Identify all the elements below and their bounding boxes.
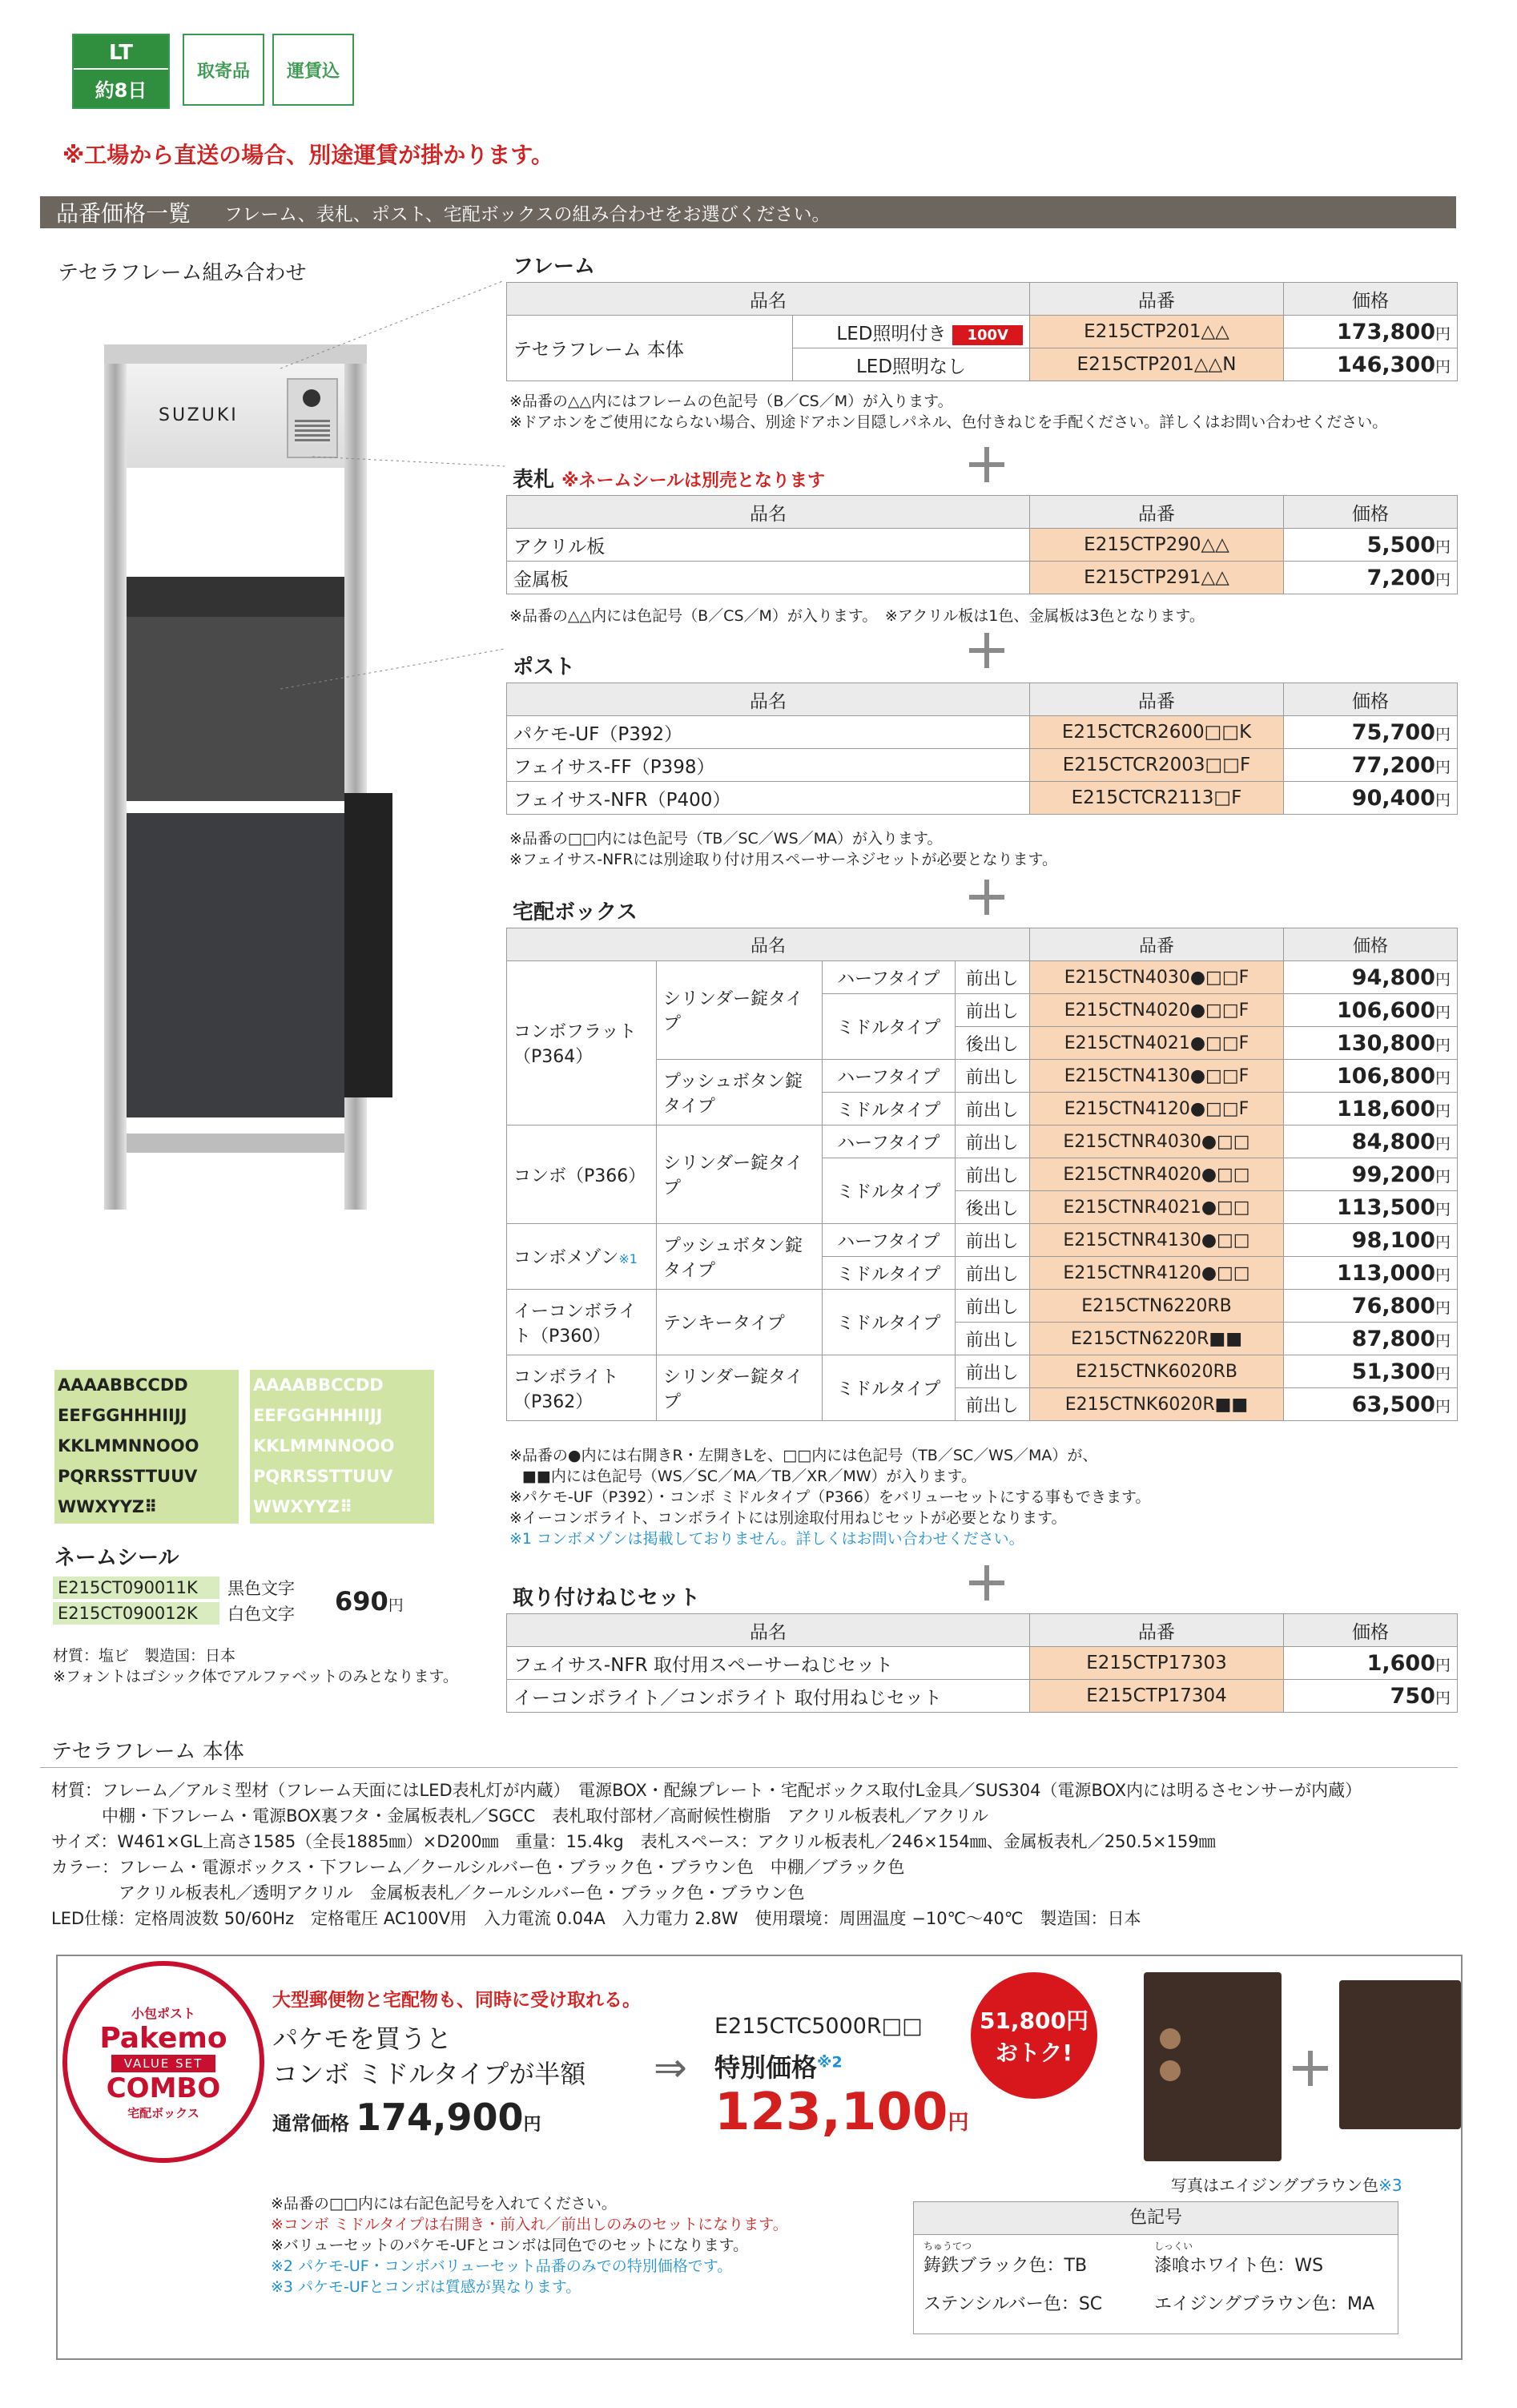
row-name: イーコンボライト／コンボライト 取付用ねじセット — [507, 1680, 1030, 1713]
direction: 前出し — [955, 1093, 1029, 1125]
direction: 前出し — [955, 1355, 1029, 1388]
color-code-table — [913, 2201, 1398, 2334]
row-code: E215CTNR4021●□□ — [1030, 1191, 1284, 1224]
row-code: E215CTN4030●□□F — [1030, 961, 1284, 994]
combo-product-image — [1339, 1980, 1461, 2129]
section-subtitle: フレーム、表札、ポスト、宅配ボックスの組み合わせをお選びください。 — [224, 203, 831, 225]
plate-title-text: 表札 — [513, 468, 555, 492]
group-label: コンボ（P366） — [507, 1125, 657, 1224]
yen-unit: 円 — [1435, 1036, 1451, 1054]
row-price: 5,500 — [1366, 532, 1435, 558]
post-table — [506, 683, 1458, 815]
header-code: 品番 — [1030, 283, 1284, 316]
letter-row: WWXYYZ⠿ — [58, 1497, 158, 1516]
plus-icon — [1293, 2051, 1328, 2086]
divider — [40, 1767, 1458, 1768]
size-type: ミドルタイプ — [823, 1093, 956, 1125]
letter-row: AAAABBCCDD — [58, 1375, 188, 1395]
row-code: E215CTP17303 — [1030, 1647, 1284, 1680]
lead-time-label: LT — [74, 41, 168, 70]
seal-note-1: 材質：塩ビ 製造国：日本 — [53, 1647, 236, 1665]
plate-note: ※品番の△△内には色記号（B／CS／M）が入ります。 ※アクリル板は1色、金属板は3色となります。 — [509, 607, 1205, 625]
post-note-1: ※品番の□□内には色記号（TB／SC／WS／MA）が入ります。 — [509, 830, 943, 848]
row-code: E215CTP291△△ — [1030, 562, 1284, 594]
row-price: 75,700 — [1351, 719, 1435, 745]
direction: 後出し — [955, 1027, 1029, 1060]
savings-text: おトク! — [995, 2040, 1073, 2066]
color-ma: エイジングブラウン色：MA — [1154, 2294, 1375, 2314]
direction: 前出し — [955, 1323, 1029, 1355]
letter-row: EEFGGHHHIIJJ — [58, 1406, 187, 1425]
box-note-3: ※パケモ-UF（P392）・コンボ ミドルタイプ（P366）をバリューセットにする事もできます。 — [509, 1488, 1151, 1506]
row-price: 98,100 — [1351, 1227, 1435, 1253]
row-price: 750 — [1390, 1683, 1435, 1709]
header-price: 価格 — [1284, 1614, 1458, 1647]
header-price: 価格 — [1284, 496, 1458, 529]
spec-line: サイズ：W461×GL上高さ1585（全長1885㎜）×D200㎜ 重量：15.4kg 表札スペース：アクリル板表札／246×154㎜、金属板表札／250.5×159㎜ — [51, 1832, 1216, 1851]
row-price: 1,600 — [1366, 1650, 1435, 1676]
header-name: 品名 — [507, 928, 1030, 961]
row-name: 金属板 — [507, 562, 1030, 594]
special-label-row — [714, 2048, 843, 2084]
combo-note-3: ※バリューセットのパケモ-UFとコンボは同色でのセットになります。 — [271, 2237, 749, 2254]
combo-headline: 大型郵便物と宅配物も、同時に受け取れる。 — [272, 1989, 641, 2011]
yen-unit: 円 — [1435, 1069, 1451, 1087]
size-type: ハーフタイプ — [823, 961, 956, 994]
plate-table — [506, 495, 1458, 594]
frame-note-2: ※ドアホンをご使用にならない場合、別途ドアホン目隠しパネル、色付きねじを手配ください。詳しくはお問い合わせください。 — [509, 413, 1388, 431]
row-price: 77,200 — [1351, 752, 1435, 778]
letter-row: PQRRSSTTUUV — [253, 1467, 393, 1486]
spec-line: LED仕様：定格周波数 50/60Hz 定格電圧 AC100V用 入力電流 0.04A 入力電力 2.8W 使用環境：周囲温度 −10℃〜40℃ 製造国：日本 — [51, 1909, 1141, 1928]
row-code: E215CTNR4030●□□ — [1030, 1125, 1284, 1158]
row-price: 118,600 — [1337, 1096, 1435, 1121]
lock-type: プッシュボタン錠タイプ — [657, 1224, 823, 1290]
lock-type: テンキータイプ — [657, 1290, 823, 1355]
lead-time-days: 約8日 — [95, 79, 147, 102]
yen-unit: 円 — [1435, 1331, 1451, 1350]
plus-icon — [969, 1565, 1004, 1601]
letter-row: EEFGGHHHIIJJ — [253, 1406, 383, 1425]
shipping-badge: 運賃込 — [272, 34, 354, 106]
direction: 後出し — [955, 1191, 1029, 1224]
row-name: フェイサス-NFR（P400） — [507, 782, 1030, 815]
color-code-title: 色記号 — [914, 2202, 1398, 2235]
frame-title: フレーム — [513, 255, 595, 279]
size-type: ハーフタイプ — [823, 1125, 956, 1158]
savings-price: 51,800円 — [979, 2007, 1089, 2034]
box-note-2: ■■内には色記号（WS／SC／MA／TB／XR／MW）が入ります。 — [522, 1468, 976, 1485]
group-label: イーコンボライト（P360） — [507, 1290, 657, 1355]
plus-icon — [969, 447, 1004, 482]
box-note-1: ※品番の●内には右開きR・左開きLを、□□内には色記号（TB／SC／WS／MA）が、 — [509, 1447, 1098, 1464]
lock-type: プッシュボタン錠タイプ — [657, 1060, 823, 1125]
row-code: E215CTN6220RB — [1030, 1290, 1284, 1323]
logo-pakemo: Pakemo — [99, 2021, 227, 2055]
post-title: ポスト — [513, 655, 576, 679]
letter-row: AAAABBCCDD — [253, 1375, 384, 1395]
letter-row: KKLMMNNOOO — [253, 1436, 395, 1456]
size-type: ハーフタイプ — [823, 1060, 956, 1093]
header-code: 品番 — [1030, 928, 1284, 961]
yen-unit: 円 — [1435, 970, 1451, 989]
row-price: 106,600 — [1337, 997, 1435, 1023]
row-name: パケモ-UF（P392） — [507, 716, 1030, 749]
plate-title — [513, 463, 825, 493]
ruby: ちゅうてつ — [923, 2241, 972, 2252]
frame-code-2: E215CTP201△△N — [1030, 348, 1284, 381]
value-set-box — [56, 1955, 1463, 2360]
nameplate-text: SUZUKI — [159, 405, 239, 425]
frame-table — [506, 282, 1458, 381]
lock-type: シリンダー錠タイプ — [657, 1355, 823, 1421]
logo-combo: COMBO — [106, 2072, 221, 2104]
yen-unit: 円 — [1435, 324, 1451, 343]
direction: 前出し — [955, 1125, 1029, 1158]
row-code: E215CTN4130●□□F — [1030, 1060, 1284, 1093]
box-table — [506, 928, 1458, 1421]
special-price-row — [714, 2083, 969, 2142]
direction: 前出し — [955, 994, 1029, 1027]
yen-unit: 円 — [1435, 1299, 1451, 1317]
frame-product: テセラフレーム 本体 — [507, 316, 793, 381]
table-row — [507, 716, 1458, 749]
row-code: E215CTNK6020RB — [1030, 1355, 1284, 1388]
group-label — [507, 1224, 657, 1290]
section-header — [40, 196, 1456, 228]
row-name: フェイサス-FF（P398） — [507, 749, 1030, 782]
direction: 前出し — [955, 1158, 1029, 1191]
size-type: ミドルタイプ — [823, 994, 956, 1060]
seal-table — [53, 1575, 501, 1626]
seal-label-1: 黒色文字 — [227, 1579, 295, 1598]
footnote-mark: ※1 — [618, 1251, 638, 1266]
header-name: 品名 — [507, 683, 1030, 716]
row-code: E215CTCR2600□□K — [1030, 716, 1284, 749]
row-code: E215CTNR4130●□□ — [1030, 1224, 1284, 1257]
size-type: ハーフタイプ — [823, 1224, 956, 1257]
direction: 前出し — [955, 1224, 1029, 1257]
table-row — [507, 1680, 1458, 1713]
frame-opt1: LED照明付き — [836, 323, 947, 344]
yen-unit: 円 — [1435, 1364, 1451, 1383]
ruby: しっくい — [1154, 2241, 1193, 2252]
bottom-bar — [127, 1134, 344, 1153]
section-title: 品番価格一覧 — [56, 200, 191, 227]
lock-type: シリンダー錠タイプ — [657, 1125, 823, 1224]
row-code: E215CTP290△△ — [1030, 529, 1284, 562]
direction: 前出し — [955, 1388, 1029, 1421]
row-code: E215CTNR4120●□□ — [1030, 1257, 1284, 1290]
screw-title: 取り付けねじセット — [513, 1586, 701, 1610]
row-price: 63,500 — [1351, 1391, 1435, 1417]
seal-code-1: E215CT090011K — [53, 1576, 219, 1599]
yen-unit: 円 — [1435, 1689, 1451, 1707]
yen-unit: 円 — [523, 2115, 541, 2135]
yen-unit: 円 — [1435, 1656, 1451, 1674]
row-price: 113,500 — [1337, 1194, 1435, 1220]
seal-price: 690 — [335, 1586, 388, 1617]
plus-icon — [969, 633, 1004, 668]
yen-unit: 円 — [1435, 1134, 1451, 1153]
row-code: E215CTN6220R■■ — [1030, 1323, 1284, 1355]
combo-note-4: ※2 パケモ-UF・コンボバリューセット品番のみでの特別価格です。 — [271, 2257, 733, 2275]
table-row — [507, 1647, 1458, 1680]
post-note-2: ※フェイサス-NFRには別途取り付け用スペーサーネジセットが必要となります。 — [509, 851, 1057, 868]
yen-unit: 円 — [1435, 791, 1451, 809]
row-name: アクリル板 — [507, 529, 1030, 562]
yen-unit: 円 — [1435, 1266, 1451, 1284]
group-label: コンボフラット（P364） — [507, 961, 657, 1125]
direction: 前出し — [955, 1257, 1029, 1290]
table-row — [507, 782, 1458, 815]
row-price: 94,800 — [1351, 964, 1435, 990]
color-sc: ステンシルバー色：SC — [923, 2294, 1103, 2314]
shipping-notice: ※工場から直送の場合、別途運賃が掛かります。 — [62, 142, 553, 168]
letters-white-sample — [250, 1370, 434, 1524]
combo-left-title: テセラフレーム組み合わせ — [58, 261, 307, 285]
seal-label-2: 白色文字 — [227, 1605, 295, 1624]
header-price: 価格 — [1284, 928, 1458, 961]
row-price: 76,800 — [1351, 1293, 1435, 1319]
row-price: 90,400 — [1351, 785, 1435, 811]
yen-unit: 円 — [1435, 1397, 1451, 1415]
row-price: 130,800 — [1337, 1030, 1435, 1056]
pakemo-combo-logo — [62, 1961, 264, 2163]
yen-unit: 円 — [1435, 725, 1451, 743]
photo-note-text: 写真はエイジングブラウン色 — [1171, 2176, 1379, 2195]
header-name: 品名 — [507, 1614, 1030, 1647]
yen-unit: 円 — [1435, 1167, 1451, 1186]
delivery-box-side — [344, 793, 392, 1097]
logo-bottom: 宅配ボックス — [127, 2105, 199, 2120]
row-price: 113,000 — [1337, 1260, 1435, 1286]
photo-note — [1171, 2172, 1402, 2196]
logo-top: 小包ポスト — [131, 2005, 195, 2021]
yen-unit: 円 — [1435, 570, 1451, 589]
yen-unit: 円 — [1435, 357, 1451, 376]
group-label-text: コンボメゾン — [513, 1248, 619, 1268]
row-code: E215CTNR4020●□□ — [1030, 1158, 1284, 1191]
normal-price: 174,900 — [356, 2096, 524, 2139]
box-note-4: ※イーコンボライト、コンボライトには別途取付用ねじセットが必要となります。 — [509, 1509, 1067, 1527]
header-name: 品名 — [507, 283, 1030, 316]
combo-note-5: ※3 パケモ-UFとコンボは質感が異なります。 — [271, 2278, 581, 2296]
table-row — [507, 749, 1458, 782]
yen-unit: 円 — [1435, 1003, 1451, 1021]
delivery-box — [127, 813, 344, 1117]
row-price: 106,800 — [1337, 1063, 1435, 1089]
header-code: 品番 — [1030, 496, 1284, 529]
leader-lines — [280, 272, 521, 721]
spec-line: アクリル板表札／透明アクリル 金属板表札／クールシルバー色・ブラック色・ブラウン色 — [51, 1883, 805, 1903]
row-name: フェイサス-NFR 取付用スペーサーねじセット — [507, 1647, 1030, 1680]
letter-row: WWXYYZ⠿ — [253, 1497, 353, 1516]
seal-title: ネームシール — [54, 1546, 179, 1570]
screw-table — [506, 1613, 1458, 1713]
savings-badge — [971, 1972, 1097, 2099]
header-name: 品名 — [507, 496, 1030, 529]
logo-value: VALUE SET — [111, 2055, 216, 2072]
frame-code-1: E215CTP201△△ — [1030, 316, 1284, 348]
frame-price-2: 146,300 — [1337, 352, 1435, 377]
size-type: ミドルタイプ — [823, 1158, 956, 1224]
yen-unit: 円 — [1435, 758, 1451, 776]
seal-note-2: ※フォントはゴシック体でアルファベットのみとなります。 — [53, 1668, 458, 1685]
yen-unit: 円 — [1435, 1200, 1451, 1218]
size-type: ミドルタイプ — [823, 1257, 956, 1290]
direction: 前出し — [955, 961, 1029, 994]
frame-opt2: LED照明なし — [793, 348, 1030, 381]
size-type: ミドルタイプ — [823, 1355, 956, 1421]
footnote-mark: ※3 — [1378, 2176, 1402, 2195]
row-code: E215CTCR2003□□F — [1030, 749, 1284, 782]
footnote-mark: ※2 — [817, 2053, 843, 2072]
group-label: コンボライト（P362） — [507, 1355, 657, 1421]
row-code: E215CTN4021●□□F — [1030, 1027, 1284, 1060]
header-code: 品番 — [1030, 1614, 1284, 1647]
yen-unit: 円 — [388, 1597, 404, 1614]
yen-unit: 円 — [1435, 1101, 1451, 1120]
combo-code: E215CTC5000R□□ — [714, 2014, 923, 2039]
row-code: E215CTNK6020R■■ — [1030, 1388, 1284, 1421]
frame-note-1: ※品番の△△内にはフレームの色記号（B／CS／M）が入ります。 — [509, 393, 953, 410]
pakemo-product-image — [1144, 1972, 1282, 2161]
letter-row: KKLMMNNOOO — [58, 1436, 199, 1456]
spec-title: テセラフレーム 本体 — [51, 1740, 244, 1764]
special-price: 123,100 — [714, 2083, 948, 2142]
row-price: 99,200 — [1351, 1162, 1435, 1187]
voltage-badge: 100V — [952, 325, 1023, 345]
direction: 前出し — [955, 1060, 1029, 1093]
row-code: E215CTN4120●□□F — [1030, 1093, 1284, 1125]
row-price: 7,200 — [1366, 565, 1435, 590]
special-label: 特別価格 — [714, 2052, 818, 2083]
header-price: 価格 — [1284, 683, 1458, 716]
box-title: 宅配ボックス — [513, 900, 638, 924]
color-tb: 鋳鉄ブラック色：TB — [923, 2256, 1088, 2276]
plate-title-note: ※ネームシールは別売となります — [561, 471, 826, 491]
plus-icon — [969, 880, 1004, 915]
frame-left-post — [104, 344, 127, 1210]
combo-line-1: パケモを買うと — [272, 2023, 453, 2054]
row-code: E215CTCR2113□F — [1030, 782, 1284, 815]
spec-line: 材質：フレーム／アルミ型材（フレーム天面にはLED表札灯が内蔵） 電源BOX・配線プレート・宅配ボックス取付L金具／SUS304（電源BOX内には明るさセンサーが内蔵） — [51, 1781, 1362, 1800]
lead-time-badge — [72, 34, 170, 109]
order-badge: 取寄品 — [183, 34, 264, 106]
spec-line: 中棚・下フレーム・電源BOX裏フタ・金属板表札／SGCC 表札取付部材／高耐候性樹脂 アクリル板表札／アクリル — [51, 1806, 988, 1826]
row-code: E215CTP17304 — [1030, 1680, 1284, 1713]
seal-code-2: E215CT090012K — [53, 1602, 219, 1625]
letters-black-sample — [54, 1370, 239, 1524]
yen-unit: 円 — [948, 2111, 969, 2135]
size-type: ミドルタイプ — [823, 1290, 956, 1355]
combo-note-2: ※コンボ ミドルタイプは右開き・前入れ／前出しのみのセットになります。 — [271, 2216, 788, 2233]
yen-unit: 円 — [1435, 538, 1451, 556]
header-price: 価格 — [1284, 283, 1458, 316]
direction: 前出し — [955, 1290, 1029, 1323]
letter-row: PQRRSSTTUUV — [58, 1467, 198, 1486]
row-price: 87,800 — [1351, 1326, 1435, 1351]
row-price: 84,800 — [1351, 1129, 1435, 1154]
header-code: 品番 — [1030, 683, 1284, 716]
table-row — [507, 529, 1458, 562]
yen-unit: 円 — [1435, 1233, 1451, 1251]
color-ws: 漆喰ホワイト色：WS — [1154, 2256, 1324, 2276]
normal-label: 通常価格 — [272, 2112, 349, 2135]
row-code: E215CTN4020●□□F — [1030, 994, 1284, 1027]
normal-price-row — [272, 2096, 541, 2139]
box-note-5: ※1 コンボメゾンは掲載しておりません。詳しくはお問い合わせください。 — [509, 1530, 1024, 1548]
arrow-right-icon: ⇒ — [654, 2044, 687, 2091]
spec-line: カラー：フレーム・電源ボックス・下フレーム／クールシルバー色・ブラック色・ブラウン色 中棚／ブラック色 — [51, 1858, 905, 1877]
combo-note-1: ※品番の□□内には右記色記号を入れてください。 — [271, 2195, 617, 2213]
table-row — [507, 562, 1458, 594]
frame-price-1: 173,800 — [1337, 319, 1435, 344]
lock-type: シリンダー錠タイプ — [657, 961, 823, 1060]
combo-line-2: コンボ ミドルタイプが半額 — [272, 2059, 586, 2089]
row-price: 51,300 — [1351, 1359, 1435, 1384]
